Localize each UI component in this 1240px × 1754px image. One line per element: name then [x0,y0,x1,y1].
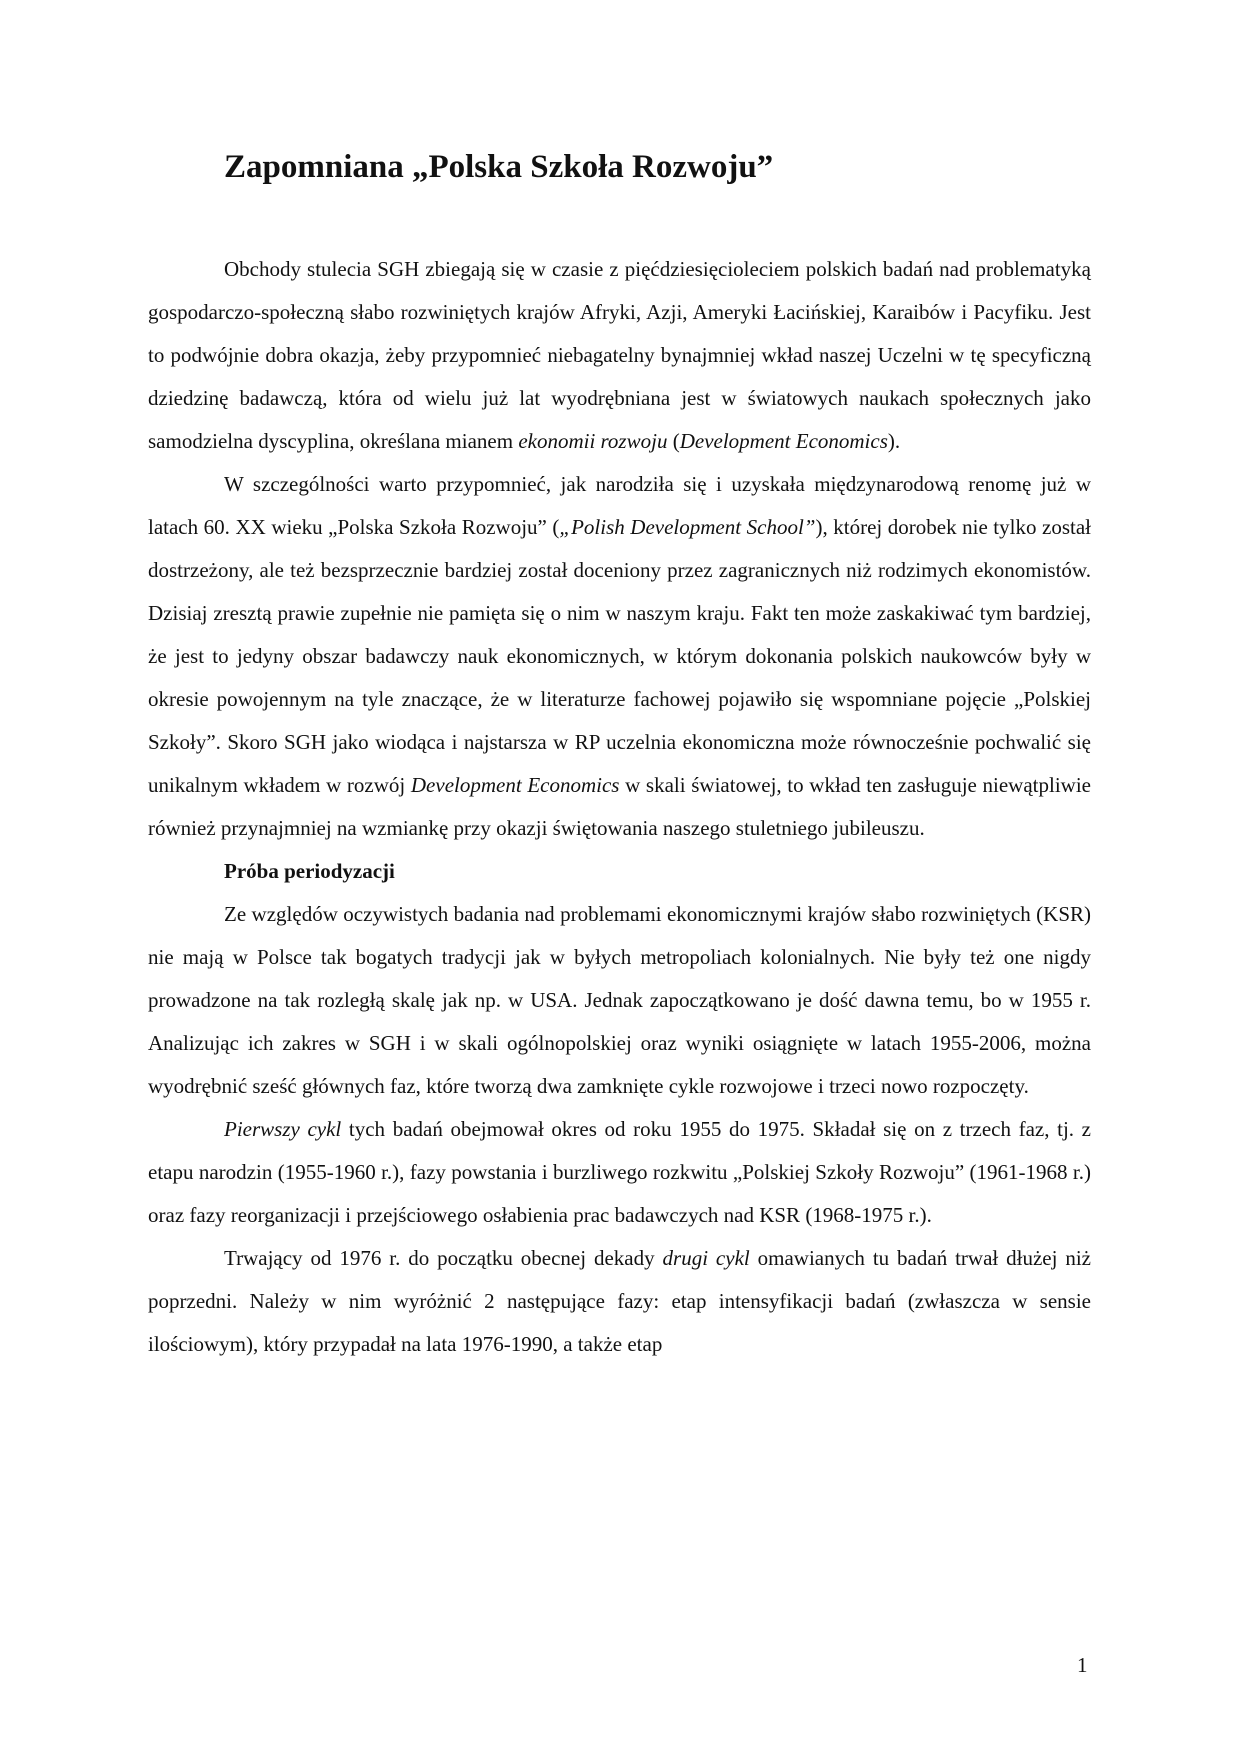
italic-text-run: Pierwszy cykl [224,1117,342,1141]
text-run: tych badań obejmował okres od roku 1955 do 1975. Składał się on z trzech faz, tj. z etapu narodzin (1955-1960 r.), fazy powstania i burzliwego rozkwitu „Polskiej Szkoły Rozwoju” (1961-1968 r.) oraz fazy reorganizacji i przejściowego osłabienia prac badawczych nad KSR (1968-1975 r.). [148,1117,1092,1227]
text-run: Obchody stulecia SGH zbiegają się w czasie z pięćdziesięcioleciem polskich badań nad problematyką gospodarczo-społeczną słabo rozwiniętych krajów Afryki, Azji, Ameryki Łacińskiej, Karaibów i Pacyfiku. Jest to podwójnie dobra okazja, żeby przypomnieć niebagatelny bynajmniej wkład naszej Uczelni w tę specyficzną dziedzinę badawczą, która od wielu już lat wyodrębniana jest w światowych naukach społecznych jako samodzielna dyscyplina, określana mianem [148,257,1091,453]
paragraph [148,463,1091,850]
italic-text-run: Development Economics [410,773,620,797]
italic-text-run: Development Economics [679,429,888,453]
text-run: omawianych tu badań trwał dłużej niż poprzedni. Należy w nim wyróżnić 2 następujące fazy: etap intensyfikacji badań (zwłaszcza w sensie ilościowym), który przypadał na lata 1976-1990, a także etap [148,1246,1091,1356]
text-run: w skali światowej, to wkład ten zasługuje niewątpliwie również przynajmniej na wzmiankę przy okazji świętowania naszego stuletniego jubileuszu. [148,773,1091,840]
section-heading: Próba periodyzacji [224,859,395,883]
text-run: ), której dorobek nie tylko został dostrzeżony, ale też bezsprzecznie bardziej został doceniony przez zagranicznych niż rodzimych ekonomistów. Dzisiaj zresztą prawie zupełnie nie pamięta się o nim w naszym kraju. Fakt ten może zaskakiwać tym bardziej, że jest to jedyny obszar badawczy nauk ekonomicznych, w którym dokonania polskich naukowców były w okresie powojennym na tyle znaczące, że w literaturze fachowej pojawiło się wspomniane pojęcie „Polskiej Szkoły”. Skoro SGH jako wiodąca i najstarsza w RP uczelnia ekonomiczna może równocześnie pochwalić się unikalnym wkładem w rozwój [148,515,1091,797]
italic-text-run: ekonomii rozwoju [518,429,668,453]
text-run: ( [667,429,680,453]
paragraph [148,893,1091,1108]
document-title: Zapomniana „Polska Szkoła Rozwoju” [224,149,774,185]
document-body [148,248,1091,1366]
page-number: 1 [1077,1653,1088,1677]
text-run: ). [887,429,901,453]
text-run: Ze względów oczywistych badania nad problemami ekonomicznymi krajów słabo rozwiniętych (KSR) nie mają w Polsce tak bogatych tradycji jak w byłych metropoliach kolonialnych. Nie były też one nigdy prowadzone na tak rozległą skalę jak np. w USA. Jednak zapoczątkowano je dość dawna temu, bo w 1955 r. Analizując ich zakres w SGH i w skali ogólnopolskiej oraz wyniki osiągnięte w latach 1955-2006, można wyodrębnić sześć głównych faz, które tworzą dwa zamknięte cykle rozwojowe i trzeci nowo rozpoczęty. [148,902,1091,1098]
text-run: Trwający od 1976 r. do początku obecnej dekady [224,1246,663,1270]
paragraph [148,1108,1091,1237]
text-run: W szczególności warto przypomnieć, jak narodziła się i uzyskała międzynarodową renomę już w latach 60. XX wieku „Polska Szkoła Rozwoju” ( [148,472,1091,539]
italic-text-run: „Polish Development School” [559,515,816,539]
italic-text-run: drugi cykl [662,1246,750,1270]
paragraph [148,1237,1091,1366]
paragraph [148,248,1091,463]
